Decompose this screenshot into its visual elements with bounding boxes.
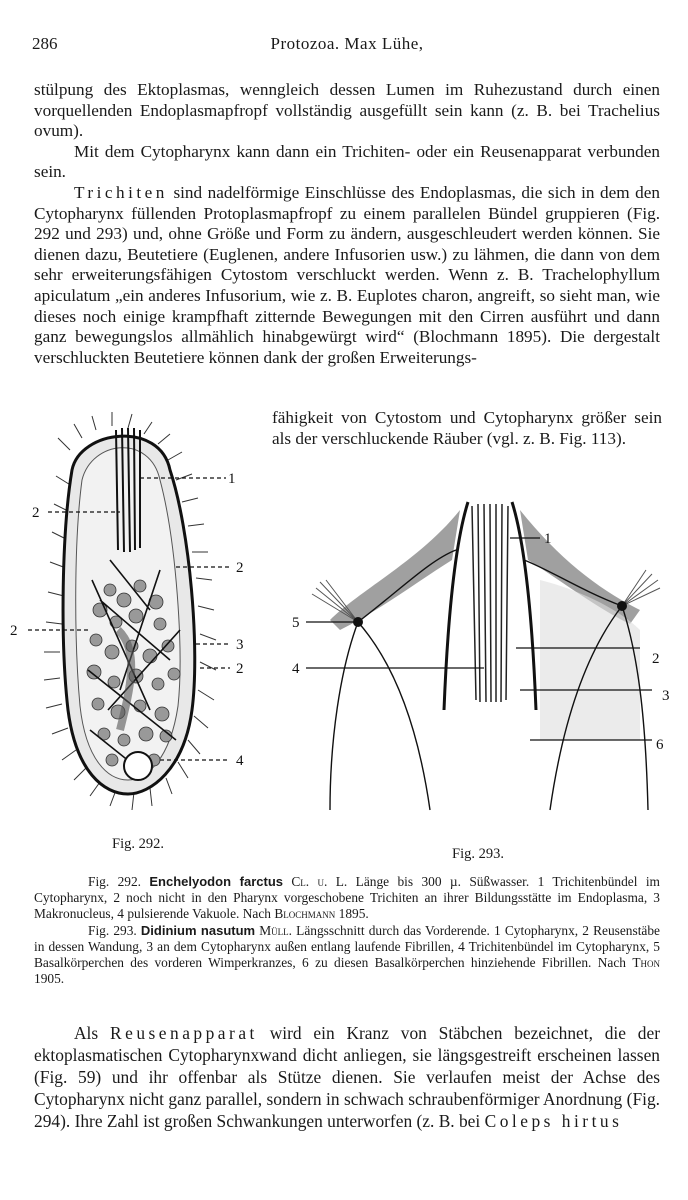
page-number: 286 <box>32 34 58 53</box>
fig293-label-5: 5 <box>292 615 300 631</box>
caption-292-text: Länge bis 300 µ. Süßwasser. 1 Trichitenbündel im Cytopharynx, 2 noch nicht in den Pharynx vorgeschobene Trichiten an ihrer Bildungsstätte im Endoplasma, 3 Makronucleus, 4 pulsierende Vakuole. Nach <box>34 874 660 922</box>
fig293-label: Fig. 293. <box>452 846 504 862</box>
figures-svg <box>0 410 688 880</box>
paragraph-1: stülpung des Ektoplasmas, wenngleich dessen Lumen im Ruhezustand durch einen vorquellenden Endoplasmapfropf vollständig ausgefüllt sein kann (z. B. bei Trachelius ovum). <box>34 80 660 141</box>
paragraph-3-text: sind nadelförmige Einschlüsse des Endoplasmas, die sich in dem den Cytopharynx füllenden Protoplasmapfropf zu einem parallelen Bündel gruppieren (Fig. 292 und 293) und, ohne Größe und Form zu ändern, ausgeschleudert werden können. Sie dienen dazu, Beutetiere (Euglenen, andere Infusorien usw.) zu lähmen, die dann von dem sehr erweiterungsfähigen Cytostom verschluckt werden. Wenn z. B. Trachelophyllum apiculatum „ein anderes Infusorium, wie z. B. Euplotes charon, angreift, so sieht man, wie dieses noch einige krampfhaft zitternde Bewegungen mit den Cirren ausführt und dann ganz bewegungslos allmählich hinabgewürgt wird“ (Blochmann 1895). Die dergestalt verschluckten Beutetiere können dank der großen Erweiterungs- <box>34 182 661 367</box>
fig292-label-2a: 2 <box>32 505 40 521</box>
caption-292-prefix: Fig. 292. <box>88 874 142 889</box>
paragraph-reusenapparat <box>34 1022 660 1132</box>
paragraph-2: Mit dem Cytopharynx kann dann ein Trichiten- oder ein Reusenapparat verbunden sein. <box>34 141 660 182</box>
fig293-label-3: 3 <box>662 688 670 704</box>
body-text-upper <box>34 80 660 368</box>
caption-block <box>34 874 660 987</box>
caption-292-ref: Blochmann 1895. <box>274 906 369 922</box>
bottom-lead: Als <box>74 1023 99 1043</box>
fig292-label: Fig. 292. <box>112 836 164 852</box>
caption-292-author: Cl. u. L. <box>291 874 348 889</box>
fig-293-illustration <box>306 502 660 810</box>
fig292-label-3: 3 <box>236 637 244 653</box>
caption-fig293 <box>34 923 660 988</box>
term-trichiten: Trichiten <box>74 182 168 202</box>
reusen-rods <box>472 504 508 702</box>
fig292-label-4: 4 <box>236 753 244 769</box>
term-coleps: Coleps hirtus <box>484 1111 623 1131</box>
caption-293-author: Müll. <box>259 922 292 938</box>
tissue-left <box>330 510 460 630</box>
fig292-label-2c: 2 <box>10 623 18 639</box>
contractile-vacuole <box>124 752 152 780</box>
term-reusenapparat: Reusenapparat <box>110 1023 258 1043</box>
fig293-label-2: 2 <box>652 651 660 667</box>
fig293-label-4: 4 <box>292 661 300 677</box>
fig292-label-2b: 2 <box>236 560 244 576</box>
fig292-label-1: 1 <box>228 471 236 487</box>
caption-293-text: Längsschnitt durch das Vorderende. 1 Cytopharynx, 2 Reusenstäbe in dessen Wandung, 3 an dem Cytopharynx außen entlang laufende Fibrillen, 4 Trichitenbündel im Cytopharynx, 5 Basalkörperchen des vorderen Wimperkranzes, 6 zu diesen Basalkörperchen hinziehende Fibrillen. Nach <box>34 922 661 971</box>
body-text-lower <box>34 1022 660 1132</box>
caption-292-species: Enchelyodon farctus <box>149 874 283 889</box>
running-title: Protozoa. Max Lühe, <box>270 34 424 53</box>
fig-292-illustration <box>28 412 230 810</box>
page-header <box>32 34 662 58</box>
paragraph-3 <box>34 183 660 368</box>
fig292-label-2d: 2 <box>236 661 244 677</box>
paragraph-3-continuation: fähigkeit von Cytostom und Cytopharynx größer sein als der verschluckende Räuber (vgl. z. B. Fig. 113). <box>272 408 662 448</box>
bottom-text: wird ein Kranz von Stäbchen bezeichnet, die der ektoplasmatischen Cytopharynxwand dicht anliegen, sie längsgestreift erscheinen lassen (Fig. 59) und ihr offenbar als Stütze dienen. Sie verlaufen meist der Achse des Cytopharynx nicht ganz parallel, sondern in schwach schraubenförmiger Anordnung (Fig. 294). Ihre Zahl ist großen Schwankungen unterworfen (z. B. bei <box>34 1023 660 1131</box>
fig293-label-6: 6 <box>656 737 664 753</box>
caption-293-ref: Thon 1905. <box>34 955 660 987</box>
fig293-label-1: 1 <box>544 531 552 547</box>
caption-293-prefix: Fig. 293. <box>88 922 137 938</box>
caption-293-species: Didinium nasutum <box>140 922 256 938</box>
caption-fig292 <box>34 874 660 923</box>
